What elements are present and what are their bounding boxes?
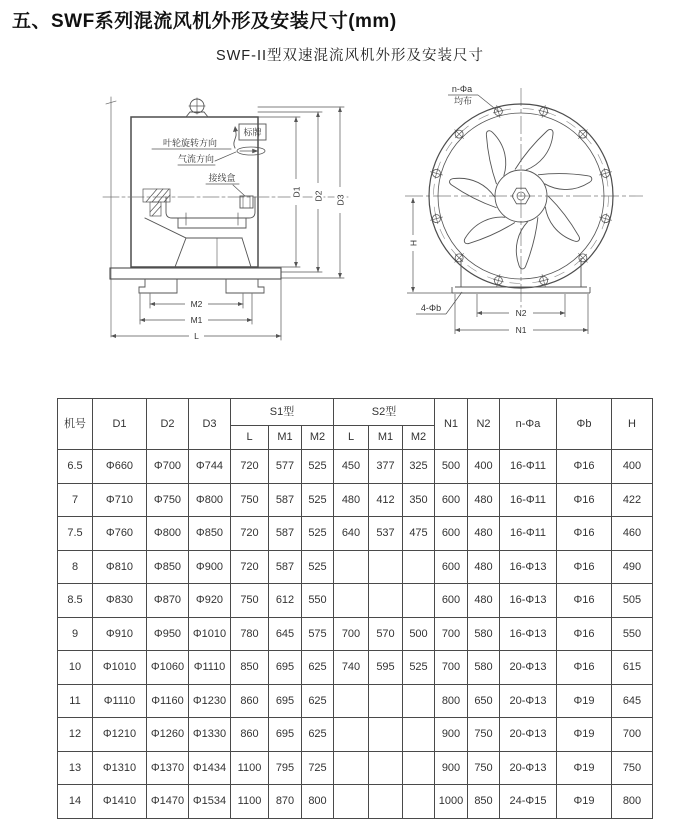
table-cell: 11 [58,684,93,718]
table-cell: 720 [231,550,269,584]
table-cell [403,718,435,752]
label-base-holes: 4-Φb [420,303,442,313]
leader-line [215,152,236,161]
table-cell: 600 [435,550,468,584]
table-cell: 1100 [231,785,269,819]
dim-label-m2: M2 [190,299,203,309]
eye-bolt-icon [186,98,208,117]
table-cell: 700 [334,617,369,651]
table-cell: Φ19 [557,785,612,819]
dim-label-n2: N2 [515,308,527,318]
table-cell: 800 [302,785,334,819]
airflow-arrow-icon [237,147,265,155]
label-junction-box: 接线盒 [208,173,236,183]
table-cell: 422 [612,483,653,517]
col-subheader-s1-m1: M1 [269,426,302,450]
table-cell: 600 [435,584,468,618]
table-cell [369,751,403,785]
table-cell: Φ1210 [93,718,147,752]
label-nameplate: 标牌 [243,127,262,138]
dimensions-table [57,398,653,819]
table-cell [403,751,435,785]
table-cell: Φ850 [147,550,189,584]
table-row [58,517,653,551]
table-cell: Φ16 [557,550,612,584]
page-title: 五、SWF系列混流风机外形及安装尺寸(mm) [12,11,397,32]
table-cell: 700 [435,651,468,685]
table-cell: 700 [435,617,468,651]
label-airflow-direction: 气流方向 [177,154,215,164]
dim-label-h-group [408,235,419,251]
table-cell: 640 [334,517,369,551]
table-cell: 587 [269,483,302,517]
table-cell: 7 [58,483,93,517]
table-cell [334,550,369,584]
table-cell: 16-Φ13 [500,550,557,584]
table-cell: 900 [435,718,468,752]
col-subheader-s2-l: L [334,426,369,450]
table-row [58,617,653,651]
table-cell: 800 [612,785,653,819]
table-row [58,651,653,685]
table-cell: Φ910 [93,617,147,651]
table-cell: 870 [269,785,302,819]
table-cell: 600 [435,517,468,551]
table-cell: Φ850 [189,517,231,551]
table-cell: Φ19 [557,718,612,752]
table-cell: 480 [334,483,369,517]
table-cell: 525 [302,517,334,551]
table-cell: Φ1110 [93,684,147,718]
table-cell: Φ1534 [189,785,231,819]
table-cell: 700 [612,718,653,752]
table-row [58,550,653,584]
table-cell: Φ1330 [189,718,231,752]
table-cell: 750 [468,751,500,785]
col-header-s1-group: S1型 [231,399,334,426]
table-cell: Φ1370 [147,751,189,785]
dim-label-d3-group [335,187,346,213]
table-cell: 587 [269,550,302,584]
table-cell: Φ1410 [93,785,147,819]
dim-label-d3: D3 [335,194,346,206]
table-cell: 740 [334,651,369,685]
table-cell [369,550,403,584]
table-cell: 580 [468,651,500,685]
table-cell: 577 [269,450,302,484]
table-cell: 505 [612,584,653,618]
table-cell: 16-Φ13 [500,617,557,651]
table-cell: 490 [612,550,653,584]
label-evenly-spaced: 均布 [453,96,473,106]
table-cell: 16-Φ11 [500,517,557,551]
table-cell: 650 [468,684,500,718]
table-cell [403,550,435,584]
table-cell: 20-Φ13 [500,684,557,718]
table-cell: 325 [403,450,435,484]
table-cell [334,584,369,618]
table-cell: Φ870 [147,584,189,618]
table-cell: 8 [58,550,93,584]
side-view-drawing [103,97,348,341]
table-cell: 550 [612,617,653,651]
table-cell: 460 [612,517,653,551]
table-cell: 587 [269,517,302,551]
dim-label-d2-group [313,183,324,209]
col-header-model: 机号 [58,399,93,450]
table-cell: Φ1010 [93,651,147,685]
table-cell: Φ800 [189,483,231,517]
dim-label-n1: N1 [515,325,527,335]
table-cell: Φ1260 [147,718,189,752]
table-cell: 800 [435,684,468,718]
table-cell: 625 [302,684,334,718]
base-plate [110,268,281,279]
table-cell: 720 [231,517,269,551]
table-cell: 780 [231,617,269,651]
table-cell: Φ700 [147,450,189,484]
table-cell: 500 [403,617,435,651]
table-body [58,450,653,819]
table-cell: 600 [435,483,468,517]
table-cell: Φ16 [557,517,612,551]
hub-circle [495,170,547,222]
table-cell: 525 [302,450,334,484]
table-cell: 480 [468,584,500,618]
table-cell [334,684,369,718]
table-cell [369,684,403,718]
table-cell: 377 [369,450,403,484]
table-cell: 14 [58,785,93,819]
table-cell [403,684,435,718]
col-subheader-s1-l: L [231,426,269,450]
table-cell: Φ760 [93,517,147,551]
table-cell: Φ16 [557,483,612,517]
table-cell: 750 [231,483,269,517]
table-cell: 695 [269,684,302,718]
label-rotation-direction: 叶轮旋转方向 [162,138,218,148]
col-subheader-s2-m2: M2 [403,426,435,450]
table-cell: 500 [435,450,468,484]
col-subheader-s1-m2: M2 [302,426,334,450]
table-cell: Φ1310 [93,751,147,785]
table-row [58,450,653,484]
foot-right [226,279,264,293]
table-row [58,483,653,517]
col-header-d3: D3 [189,399,231,450]
table-cell: 695 [269,651,302,685]
table-cell: 7.5 [58,517,93,551]
table-cell: 525 [302,483,334,517]
table-cell: 475 [403,517,435,551]
table-cell: 645 [612,684,653,718]
table-cell: 860 [231,684,269,718]
label-flange-holes: n-Φa [451,84,473,94]
table-cell: 525 [403,651,435,685]
table-cell: 12 [58,718,93,752]
table-cell: Φ900 [189,550,231,584]
table-cell: Φ1010 [189,617,231,651]
table-row [58,718,653,752]
table-cell: 6.5 [58,450,93,484]
table-cell: 480 [468,483,500,517]
table-cell: 20-Φ13 [500,651,557,685]
table-cell: 9 [58,617,93,651]
table-cell: 612 [269,584,302,618]
col-header-d2: D2 [147,399,189,450]
table-cell: Φ1470 [147,785,189,819]
table-cell: 16-Φ11 [500,450,557,484]
dim-label-m1: M1 [190,315,203,325]
table-cell: 537 [369,517,403,551]
table-cell: 350 [403,483,435,517]
table-cell: 750 [231,584,269,618]
table-cell: Φ800 [147,517,189,551]
motor-outline [166,197,255,228]
table-cell: Φ1160 [147,684,189,718]
table-cell: 615 [612,651,653,685]
table-cell: 8.5 [58,584,93,618]
table-cell: 20-Φ13 [500,718,557,752]
table-cell: Φ19 [557,751,612,785]
dim-label-d2: D2 [313,190,324,202]
table-cell: 412 [369,483,403,517]
table-cell: 570 [369,617,403,651]
table-cell: 400 [468,450,500,484]
table-cell: 480 [468,517,500,551]
leader-line [446,292,462,314]
table-cell: 750 [468,718,500,752]
table-cell: 1000 [435,785,468,819]
junction-box [240,196,253,208]
table-cell: Φ830 [93,584,147,618]
table-cell: 595 [369,651,403,685]
table-cell: Φ950 [147,617,189,651]
table-cell: Φ16 [557,584,612,618]
table-cell: 750 [612,751,653,785]
table-cell: 645 [269,617,302,651]
table-row [58,584,653,618]
table-cell: 695 [269,718,302,752]
table-cell: 725 [302,751,334,785]
col-header-base-hole: Φb [557,399,612,450]
table-cell: 450 [334,450,369,484]
col-header-flange-holes: n-Φa [500,399,557,450]
table-cell: 625 [302,718,334,752]
col-subheader-s2-m1: M1 [369,426,403,450]
col-header-d1: D1 [93,399,147,450]
table-cell [403,584,435,618]
table-cell [334,785,369,819]
table-cell: Φ1230 [189,684,231,718]
col-header-s2-group: S2型 [334,399,435,426]
table-row [58,785,653,819]
table-cell: Φ750 [147,483,189,517]
table-cell: 13 [58,751,93,785]
col-header-h: H [612,399,653,450]
table-cell: 575 [302,617,334,651]
figure-subtitle: SWF-II型双速混流风机外形及安装尺寸 [215,48,485,64]
table-cell [403,785,435,819]
table-cell: 20-Φ13 [500,751,557,785]
table-row [58,684,653,718]
technical-drawings [0,70,700,360]
table-cell: Φ16 [557,651,612,685]
table-row [58,751,653,785]
table-cell [369,785,403,819]
table-cell: Φ16 [557,450,612,484]
foot-left [139,279,177,293]
table-cell: Φ16 [557,617,612,651]
table-cell [369,718,403,752]
col-header-n1: N1 [435,399,468,450]
dim-label-h: H [408,239,419,247]
table-cell: 1100 [231,751,269,785]
table-cell: 850 [468,785,500,819]
table-cell: Φ660 [93,450,147,484]
table-cell: 795 [269,751,302,785]
table-cell: 525 [302,550,334,584]
table-cell: Φ810 [93,550,147,584]
table-cell: 580 [468,617,500,651]
table-cell: Φ1060 [147,651,189,685]
table-cell: 850 [231,651,269,685]
table-cell: 24-Φ15 [500,785,557,819]
table-cell: Φ19 [557,684,612,718]
col-header-n2: N2 [468,399,500,450]
table-cell [369,584,403,618]
table-cell: Φ1110 [189,651,231,685]
table-cell: 720 [231,450,269,484]
leader-line [233,185,245,196]
table-cell: 16-Φ11 [500,483,557,517]
diffuser-cone [145,218,251,267]
table-cell: 860 [231,718,269,752]
rotation-arrow-icon [233,126,238,148]
table-cell: 480 [468,550,500,584]
table-cell: 625 [302,651,334,685]
table-cell: 900 [435,751,468,785]
table-cell: 16-Φ13 [500,584,557,618]
table-cell: Φ920 [189,584,231,618]
table-cell: 550 [302,584,334,618]
dim-label-d1: D1 [291,186,302,198]
table-cell [334,718,369,752]
dim-label-d1-group [291,179,302,205]
table-cell: 10 [58,651,93,685]
table-cell: Φ710 [93,483,147,517]
table-cell [334,751,369,785]
dim-label-l: L [194,331,199,341]
table-cell: Φ744 [189,450,231,484]
table-cell: 400 [612,450,653,484]
table-cell: Φ1434 [189,751,231,785]
front-view-drawing [405,84,643,335]
